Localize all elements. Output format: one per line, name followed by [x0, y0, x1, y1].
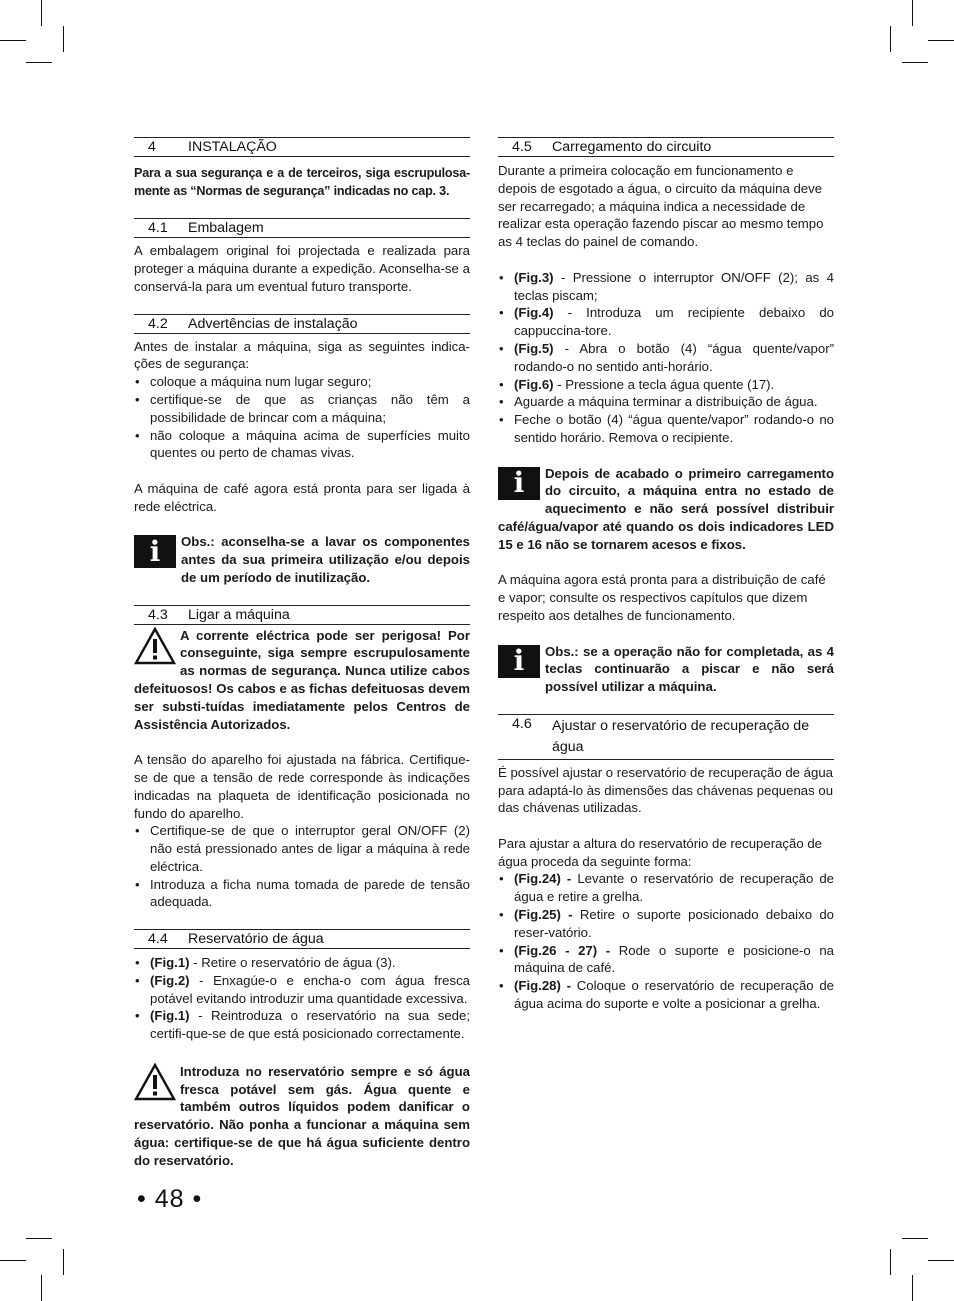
figure-ref: (Fig.5)	[514, 340, 554, 356]
section-heading-4-5	[498, 137, 834, 157]
warning-note	[134, 1063, 470, 1170]
section-number: 4.3	[148, 606, 168, 623]
warning-note-text: Introduza no reservatório sempre e só água fresca potável sem gás. Água quente e também outros líquidos podem danificar o reservatório. Não ponha a funcionar a máquina sem água: certifique-se de que há água suficiente dentro do reservatório.	[134, 1063, 470, 1168]
crop-mark	[902, 62, 928, 63]
right-column	[498, 137, 834, 1013]
info-note	[498, 643, 834, 696]
info-note-text: Obs.: se a operação não for completada, as 4 teclas continuarão a piscar e não será possível utilizar a máquina.	[545, 643, 834, 695]
info-icon: i	[498, 645, 540, 678]
connect-steps-list	[134, 822, 470, 911]
crop-mark	[0, 40, 26, 41]
crop-mark	[928, 40, 954, 41]
list-item-text: - Retire o reservatório de água (3).	[189, 955, 396, 971]
list-item	[498, 269, 834, 305]
installation-intro: Antes de instalar a máquina, siga as seguintes indica-ções de segurança:	[134, 338, 470, 372]
list-item-text: - Pressione o interruptor ON/OFF (2); as 4 teclas piscam;	[514, 269, 834, 303]
list-item	[498, 304, 834, 340]
list-item	[498, 870, 834, 906]
warning-icon	[134, 1063, 176, 1101]
list-item	[498, 393, 834, 411]
list-item-text: - Introduza um recipiente debaixo do cappuccina-tore.	[514, 305, 834, 339]
list-item	[498, 376, 834, 394]
crop-mark	[63, 26, 64, 52]
warning-note-text: A corrente eléctrica pode ser perigosa! Por conseguinte, siga sempre escrupulosamente as normas de segurança. Nunca utilize cabos defeituosos! Os cabos e as fichas defeituosas devem ser substi-tuídas imediatamente pelos Centros de Assistência Autorizados.	[134, 627, 470, 732]
crop-mark	[890, 26, 891, 52]
section-heading-4-6	[498, 714, 834, 760]
list-item	[498, 977, 834, 1013]
section-number: 4	[148, 139, 156, 155]
list-item-text: - Reintroduza o reservatório na sua sede; certifi-que-se de que está posicionado correctamente.	[150, 1008, 470, 1042]
crop-mark	[63, 1249, 64, 1275]
figure-ref: (Fig.26 - 27) -	[514, 942, 611, 958]
list-item	[134, 954, 470, 972]
list-item-text: - Pressione a tecla água quente (17).	[553, 376, 775, 392]
warning-note	[134, 627, 470, 734]
figure-ref: (Fig.1)	[150, 1008, 190, 1024]
drip-tray-steps-list	[498, 870, 834, 1012]
list-item: • Introduza a ficha numa tomada de parede de tensão adequada.	[134, 876, 470, 912]
crop-mark	[902, 1238, 928, 1239]
section-number: 4.1	[148, 220, 168, 237]
info-note-text: Depois de acabado o primeiro carregamento do circuito, a máquina entra no estado de aquecimento e não será possível distribuir café/água/vapor até quando os dois indicadores LED 15 e 16 não se tornarem acesos e fixos.	[498, 465, 834, 552]
list-item	[498, 411, 834, 447]
packaging-text: A embalagem original foi projectada e realizada para proteger a máquina durante a expedição. Aconselha-se a conservá-la para um eventual futuro transporte.	[134, 243, 470, 294]
section-title: Carregamento do circuito	[552, 139, 712, 155]
list-item	[134, 972, 470, 1008]
crop-mark	[0, 1260, 26, 1261]
list-item-text: Coloque o reservatório de recuperação de água acima do suporte e volte a posicionar a grelha.	[514, 978, 834, 1012]
figure-ref: (Fig.6)	[514, 376, 554, 392]
section-heading-4-4	[134, 929, 470, 949]
figure-ref: (Fig.2)	[150, 972, 190, 988]
section-title: Ligar a máquina	[188, 606, 290, 623]
crop-mark	[890, 1249, 891, 1275]
list-item: • Certifique-se de que o interruptor geral ON/OFF (2) não está pressionado antes de ligar a máquina à rede eléctrica.	[134, 822, 470, 875]
crop-mark	[26, 1238, 52, 1239]
section-number: 4.6	[512, 715, 532, 732]
section-heading-4	[134, 137, 470, 157]
list-item-text: - Enxagúe-o e encha-o com água fresca potável evitando introduzir uma quantidade excessiva.	[150, 972, 470, 1006]
page-number: • 48 •	[137, 1185, 203, 1213]
crop-mark	[928, 1260, 954, 1261]
left-column	[134, 137, 470, 1170]
installation-warnings-list	[134, 373, 470, 462]
list-item	[498, 906, 834, 942]
list-item-text: Retire o suporte posicionado debaixo do reser-vatório.	[514, 907, 834, 940]
figure-ref: (Fig.4)	[514, 305, 554, 321]
voltage-text: A tensão do aparelho foi ajustada na fábrica. Certifique-se de que a tensão de rede corresponde às indicações indicadas na plaqueta de identificação posicionada no fundo do aparelho.	[134, 752, 470, 821]
section-title: Ajustar o reservatório de recuperação de água	[552, 717, 810, 755]
list-item: • não coloque a máquina acima de superfícies muito quentes ou perto de chamas vivas.	[134, 427, 470, 463]
section-title: Reservatório de água	[188, 931, 324, 948]
figure-ref: (Fig.3)	[514, 269, 554, 285]
tank-steps-list	[134, 954, 470, 1043]
list-item-text: Rode o suporte e posicione-o na máquina de café.	[514, 942, 835, 976]
section-heading-4-1	[134, 218, 470, 238]
section-heading-4-3	[134, 605, 470, 625]
drip-tray-intro: Para ajustar a altura do reservatório de recuperação de água proceda da seguinte forma:	[498, 835, 823, 869]
ready-text: A máquina de café agora está pronta para ser ligada à rede eléctrica.	[134, 480, 470, 514]
info-note-text: Obs.: aconselha-se a lavar os componentes antes da sua primeira utilização e/ou depois de um período de inutilização.	[181, 534, 470, 585]
section-number: 4.5	[512, 139, 532, 155]
list-item	[498, 942, 834, 978]
section-title: INSTALAÇÃO	[188, 139, 277, 155]
figure-ref: (Fig.1)	[150, 955, 190, 971]
info-note	[134, 533, 470, 586]
info-icon: i	[498, 467, 540, 500]
section-title: Embalagem	[188, 220, 264, 237]
section-number: 4.2	[148, 315, 168, 332]
figure-ref: (Fig.24) -	[514, 871, 572, 887]
section-heading-4-2	[134, 314, 470, 334]
crop-mark	[912, 0, 913, 26]
ready-text: A máquina agora está pronta para a distribuição de café e vapor; consulte os respectivos capítulos que dizem respeito aos detalhes de funcionamento.	[498, 572, 826, 623]
crop-mark	[26, 62, 52, 63]
circuit-text: Durante a primeira colocação em funcionamento e depois de esgotado a água, o circuito da máquina deve ser recarregado; a máquina indica a necessidade de realizar esta operação fazendo piscar ao mesmo tempo as 4 teclas do painel de comando.	[498, 163, 824, 250]
warning-icon	[134, 627, 176, 665]
list-item	[498, 340, 834, 376]
list-item: • certifique-se de que as crianças não têm a possibilidade de brincar com a máquina;	[134, 391, 470, 427]
drip-tray-text: É possível ajustar o reservatório de recuperação de água para adaptá-lo às dimensões das chávenas pequenas ou das chávenas utilizadas.	[498, 764, 834, 816]
info-note	[498, 465, 834, 554]
list-item-text: - Abra o botão (4) “água quente/vapor” rodando-o no sentido anti-horário.	[514, 340, 834, 374]
section-title: Advertências de instalação	[188, 315, 358, 332]
list-item: • coloque a máquina num lugar seguro;	[134, 373, 470, 391]
circuit-steps-list	[498, 269, 834, 447]
list-item-text: Feche o botão (4) “água quente/vapor” rodando-o no sentido horário. Remova o recipiente.	[514, 412, 834, 445]
list-item-text: Levante o reservatório de recuperação de água e retire a grelha.	[514, 871, 834, 905]
safety-intro: Para a sua segurança e a de terceiros, siga escrupulosa-mente as “Normas de segurança” indicadas no cap. 3.	[134, 166, 470, 198]
section-number: 4.4	[148, 931, 168, 948]
crop-mark	[41, 1275, 42, 1301]
list-item	[134, 1007, 470, 1043]
crop-mark	[41, 0, 42, 26]
figure-ref: (Fig.28) -	[514, 978, 571, 994]
list-item-text: Aguarde a máquina terminar a distribuição de água.	[514, 394, 818, 410]
info-icon: i	[134, 535, 176, 568]
crop-mark	[912, 1275, 913, 1301]
figure-ref: (Fig.25) -	[514, 907, 573, 923]
